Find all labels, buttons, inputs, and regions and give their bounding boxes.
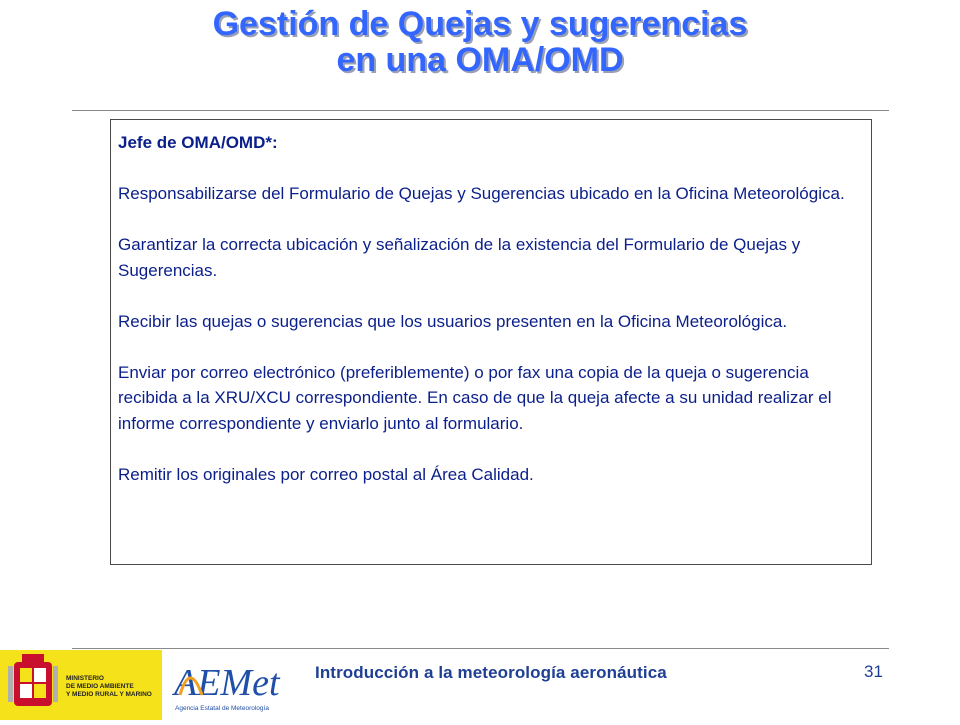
- paragraph-2: Garantizar la correcta ubicación y señalización de la existencia del Formulario de Quejas y Sugerencias.: [118, 235, 801, 280]
- page-number: 31: [864, 662, 883, 681]
- paragraph-5: Remitir los originales por correo postal al Área Calidad.: [118, 464, 534, 484]
- content-text: [118, 130, 868, 513]
- ministry-logo: [0, 650, 162, 720]
- title-line-2: en una OMA/OMD: [336, 41, 624, 79]
- slide-title: [0, 6, 960, 78]
- title-line-1: Gestión de Quejas y sugerencias: [212, 5, 748, 43]
- course-title: Introducción a la meteorología aeronáutica: [315, 663, 667, 682]
- coat-of-arms-icon: [0, 650, 162, 720]
- aemet-wordmark: AEMet: [174, 662, 280, 704]
- aemet-subtitle: Agencia Estatal de Meteorología: [175, 705, 269, 712]
- ministry-line-2: DE MEDIO AMBIENTE: [66, 683, 134, 690]
- top-divider: [72, 110, 889, 111]
- ministry-line-1: MINISTERIO: [66, 675, 104, 682]
- paragraph-1: Responsabilizarse del Formulario de Quejas y Sugerencias ubicado en la Oficina Meteorológica.: [118, 184, 845, 203]
- ministry-line-3: Y MEDIO RURAL Y MARINO: [66, 691, 152, 698]
- content-heading: Jefe de OMA/OMD*:: [118, 133, 278, 152]
- bottom-divider: [72, 648, 889, 649]
- paragraph-3: Recibir las quejas o sugerencias que los usuarios presenten en la Oficina Meteorológica.: [118, 311, 788, 331]
- aemet-logo: [172, 655, 282, 717]
- paragraph-4: Enviar por correo electrónico (preferiblemente) o por fax una copia de la queja o sugerencia recibida a la XRU/XCU correspondiente. En caso de que la queja afecte a su unidad realizar el informe correspondiente y enviarlo junto al formulario.: [118, 362, 832, 433]
